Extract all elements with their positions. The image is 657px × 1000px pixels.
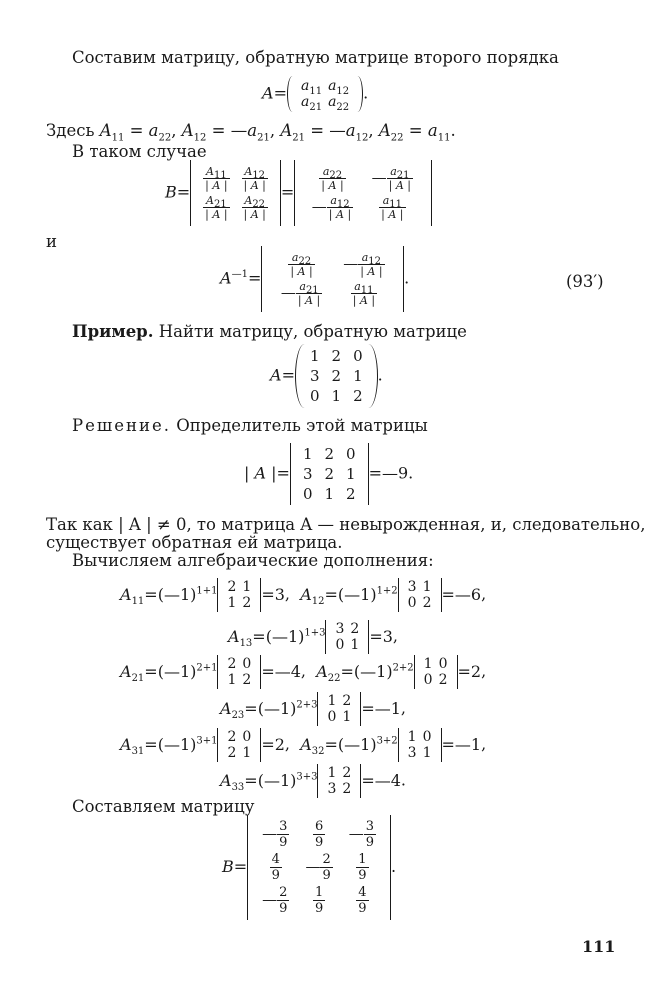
- intro-text: Составим матрицу, обратную матрице второго порядка: [72, 48, 559, 67]
- cofactor-line-3: $A_{21}=(—1)^{2+1}$ 2 0 1 2 =—4, $A_{22}=(—1)^{2+2}$ 1 0 0 2 =2,: [120, 656, 487, 688]
- cofactor-a22: $A_{22}=(—1)^{2+2}$ 1 0 0 2 =2: [316, 656, 482, 688]
- det-A-cell: 0: [346, 445, 356, 463]
- page-number: 111: [582, 937, 616, 956]
- matrix-A-cell: 0: [353, 347, 363, 365]
- formula-matrix-B-numeric: B= — $\frac{3}{9}$ $\frac{6}{9}$ — $\frac{3}{9}$ $\frac{4}{9}$ — $\frac{2}{9}$ $\frac{1}{9}$ — $\frac{2}{9}$ $\frac{1}{9}$ $\frac{4}{9}$ .: [222, 815, 396, 920]
- matrix-B-cell: — $\frac{3}{9}$: [348, 819, 375, 850]
- formula-matrix-A-2x2: A= $a_{11}$ $a_{12}$ $a_{21}$ $a_{22}$ .: [262, 78, 369, 113]
- cofactors-heading: Вычисляем алгебраические дополнения:: [72, 551, 434, 570]
- det-A-cell: 2: [324, 445, 335, 463]
- solution-heading: Решение. Определитель этой матрицы: [72, 416, 428, 435]
- matrix-B-cell: $\frac{1}{9}$: [358, 852, 367, 883]
- cofactor-a32: $A_{32}=(—1)^{3+2}$ 1 0 3 1 =—1: [300, 729, 482, 761]
- matrix-B-cell: $\frac{6}{9}$: [314, 819, 324, 850]
- matrix-A-cell: 3: [309, 367, 320, 385]
- formula-inverse-A: $A^{—1}=$ $\frac{a_{22}}{| A |}$ — $\frac{a_{12}}{| A |}$ — $\frac{a_{21}}{| A |}$ $\frac{a_{11}}{| A |}$ .: [220, 246, 409, 312]
- cofactor-a11: $A_{11}=(—1)^{1+1}$ 2 1 1 2 =3: [120, 579, 285, 611]
- compose-matrix-text: Составляем матрицу: [72, 797, 255, 816]
- matrix-B-cell: — $\frac{2}{9}$: [262, 885, 288, 916]
- cofactor-a33: $A_{33}=(—1)^{3+3}$ 1 2 3 2 =—4: [220, 765, 401, 797]
- cofactor-relations: Здесь $A_{11} = a_{22}$, $A_{12}$ = $—a_{21}$, $A_{21}$ = $—a_{12}$, $A_{22} = a_{11}$.: [46, 121, 456, 144]
- nonsingular-text-line2: существует обратная ей матрица.: [46, 533, 343, 552]
- cofactor-a21: $A_{21}=(—1)^{2+1}$ 2 0 1 2 =—4: [120, 656, 301, 688]
- cofactor-line-1: $A_{11}=(—1)^{1+1}$ 2 1 1 2 =3, $A_{12}=(—1)^{1+2}$ 3 1 0 2 =—6,: [120, 579, 487, 611]
- matrix-B-cell: $\frac{4}{9}$: [271, 852, 280, 883]
- matrix-B-cell: — $\frac{3}{9}$: [262, 819, 288, 850]
- cofactor-line-6: $A_{33}=(—1)^{3+3}$ 1 2 3 2 =—4.: [220, 765, 407, 797]
- det-A-cell: 1: [302, 445, 313, 463]
- cofactor-line-2: $A_{13}=(—1)^{1+3}$ 3 2 0 1 =3,: [228, 621, 399, 653]
- matrix-A-cell: 2: [331, 347, 342, 365]
- in-this-case-text: В таком случае: [72, 142, 207, 161]
- matrix-A-cell: 1: [309, 347, 320, 365]
- cofactor-line-4: $A_{23}=(—1)^{2+3}$ 1 2 0 1 =—1,: [220, 693, 407, 725]
- matrix-A-cell: 2: [353, 387, 363, 405]
- matrix-A-cell: 2: [331, 367, 342, 385]
- nonsingular-text-line1: Так как | A | ≠ 0, то матрица A — невырожденная, и, следовательно,: [46, 515, 646, 534]
- matrix-B-cell: $\frac{1}{9}$: [314, 885, 324, 916]
- and-text: и: [46, 232, 57, 251]
- matrix-A-cell: 1: [353, 367, 363, 385]
- cofactor-a12: $A_{12}=(—1)^{1+2}$ 3 1 0 2 =—6: [300, 579, 482, 611]
- equation-number: (93′): [566, 272, 604, 291]
- matrix-A-cell: 1: [331, 387, 342, 405]
- det-A-cell: 1: [346, 465, 356, 483]
- det-A-cell: 3: [302, 465, 313, 483]
- example-heading: Пример. Найти матрицу, обратную матрице: [72, 322, 467, 341]
- cofactor-line-5: $A_{31}=(—1)^{3+1}$ 2 0 2 1 =2, $A_{32}=(—1)^{3+2}$ 1 0 3 1 =—1,: [120, 729, 487, 761]
- formula-matrix-A-3x3: A= 1 2 0 3 2 1 0 1 2 .: [270, 344, 383, 408]
- cofactor-a23: $A_{23}=(—1)^{2+3}$ 1 2 0 1 =—1: [220, 693, 401, 725]
- formula-matrix-B-general: B= $\frac{A_{11}}{| A |}$ $\frac{A_{12}}{| A |}$ $\frac{A_{21}}{| A |}$ $\frac{A_{22}}{| A |}$ = $\frac{a_{22}}{| A |}$ — $\frac{a_{21}}{| A |}$ — $\frac{a_{12}}{| A |}$ $\frac{a_{11}}{| A |}$: [165, 160, 432, 226]
- det-A-cell: 2: [324, 465, 335, 483]
- formula-determinant: | A |= 1 2 0 3 2 1 0 1 2 =—9.: [244, 445, 414, 503]
- det-A-cell: 1: [324, 485, 335, 503]
- matrix-B-cell: — $\frac{2}{9}$: [305, 852, 331, 883]
- det-A-cell: 0: [302, 485, 313, 503]
- cofactor-a13: $A_{13}=(—1)^{1+3}$ 3 2 0 1 =3: [228, 621, 393, 653]
- matrix-A-cell: 0: [309, 387, 320, 405]
- cofactor-a31: $A_{31}=(—1)^{3+1}$ 2 0 2 1 =2: [120, 729, 285, 761]
- matrix-B-cell: $\frac{4}{9}$: [358, 885, 367, 916]
- det-A-cell: 2: [346, 485, 356, 503]
